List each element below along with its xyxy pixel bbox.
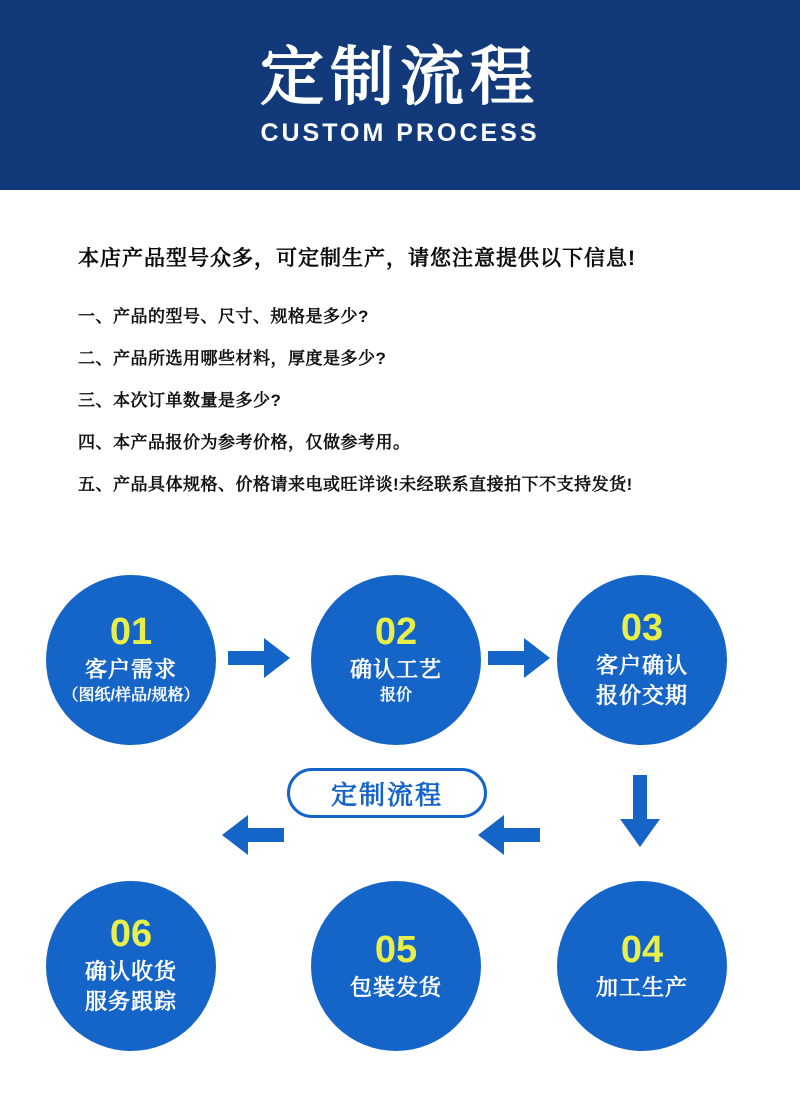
flow-node-number: 01 [109,610,153,653]
flow-node-number: 05 [374,928,418,971]
flow-node-number: 02 [374,610,418,653]
flow-node-sublabel: 报价 [379,687,412,705]
flow-node-label: 加工生产 [595,974,688,1000]
flow-node-sublabel: （图纸/样品/规格） [62,687,200,705]
flow-node-sublabel: 服务跟踪 [84,989,177,1015]
intro-requirement-list [78,302,800,495]
flow-node-label: 客户确认 [595,653,688,678]
flow-node-02 [311,575,481,745]
arrow-right-icon [228,638,290,678]
intro-section [0,190,800,495]
list-item: 四、本产品报价为参考价格，仅做参考用。 [78,433,411,452]
flow-node-label: 确认工艺 [349,656,442,682]
flow-node-03 [557,575,727,745]
flow-node-label: 客户需求 [84,656,177,682]
list-item: 五、产品具体规格、价格请来电或旺详谈!未经联系直接拍下不支持发货! [78,475,633,494]
arrow-left-icon [478,815,540,855]
flow-node-01 [46,575,216,745]
flow-center-label [287,768,487,818]
flow-center-label-text: 定制流程 [330,779,443,810]
flow-node-label: 确认收货 [84,959,177,984]
intro-lead-text: 本店产品型号众多，可定制生产，请您注意提供以下信息! [78,247,636,270]
page-subtitle: CUSTOM PROCESS [260,118,540,147]
flow-node-number: 04 [620,928,664,971]
arrow-left-icon [222,815,284,855]
arrow-right-icon [488,638,550,678]
list-item: 三、本次订单数量是多少? [78,391,282,410]
flow-node-05 [311,881,481,1051]
flow-node-06 [46,881,216,1051]
list-item: 一、产品的型号、尺寸、规格是多少? [78,307,369,326]
page-header [0,0,800,190]
flow-node-04 [557,881,727,1051]
process-flow-diagram [0,523,800,1063]
flow-node-sublabel: 报价交期 [595,683,688,709]
arrow-down-icon [620,775,660,847]
list-item: 二、产品所选用哪些材料，厚度是多少? [78,349,387,368]
flow-node-label: 包装发货 [349,974,442,1000]
flow-node-number: 06 [109,913,153,955]
page-title: 定制流程 [260,41,540,114]
flow-node-number: 03 [620,607,664,649]
